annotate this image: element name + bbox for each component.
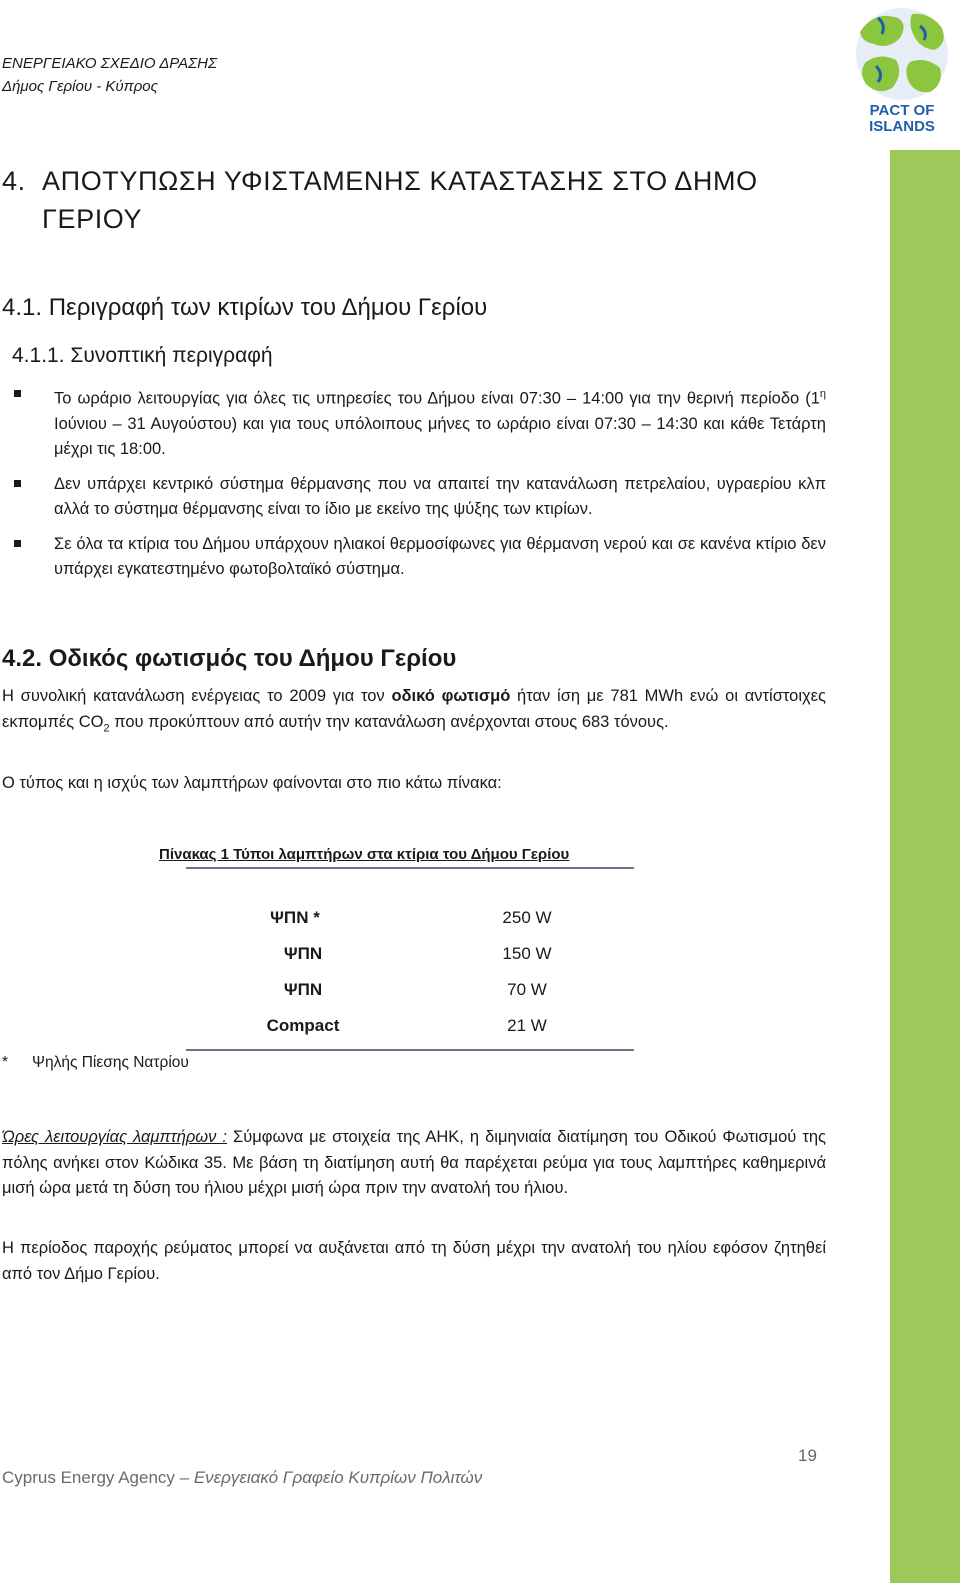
- bold-text: οδικό φωτισμό: [391, 687, 511, 705]
- bullet-marker-icon: [14, 390, 21, 397]
- footer-organization: Cyprus Energy Agency: [2, 1468, 175, 1487]
- section-number: 4.: [2, 166, 26, 196]
- pact-of-islands-logo: [852, 4, 952, 142]
- table-cell-type: Compact: [266, 1016, 340, 1035]
- footer-organization-greek: Ενεργειακό Γραφείο Κυπρίων Πολιτών: [193, 1468, 483, 1487]
- subsection-heading-street-lighting: 4.2. Οδικός φωτισμός του Δήμου Γερίου: [2, 645, 457, 672]
- paragraph-lamp-hours: [2, 1125, 826, 1202]
- table-cell-power: 21 W: [507, 1016, 547, 1035]
- table-cell-type: ΨΠΝ *: [270, 908, 320, 927]
- subsubsection-heading-summary: 4.1.1. Συνοπτική περιγραφή: [12, 344, 273, 367]
- table-caption: Πίνακας 1 Τύποι λαμπτήρων στα κτίρια του Δήμου Γερίου: [159, 846, 570, 863]
- header-municipality: Δήμος Γερίου - Κύπρος: [2, 78, 158, 95]
- list-item: [14, 472, 826, 522]
- bullet-list: [14, 382, 826, 582]
- subsection-heading-buildings: 4.1. Περιγραφή των κτιρίων του Δήμου Γερίου: [2, 294, 488, 321]
- paragraph-table-intro: Ο τύπος και η ισχύς των λαμπτήρων φαίνονται στο πιο κάτω πίνακα:: [2, 774, 502, 792]
- paragraph-supply-period: Η περίοδος παροχής ρεύματος μπορεί να αυξάνεται από τη δύση μέχρι την ανατολή του ηλίου εφόσον ζητηθεί από τον Δήμο Γερίου.: [2, 1239, 826, 1283]
- table-top-rule: [186, 867, 634, 869]
- bullet-marker-icon: [14, 540, 21, 547]
- logo-text-line2: ISLANDS: [869, 118, 935, 135]
- section-heading: [2, 162, 842, 238]
- footnote-text: Ψηλής Πίεσης Νατρίου: [32, 1054, 189, 1071]
- paragraph-text: που προκύπτουν από αυτήν την κατανάλωση ανέρχονται στους 683 τόνους.: [109, 712, 669, 731]
- logo-text-line1: PACT OF: [869, 102, 935, 119]
- footer-separator: –: [174, 1468, 194, 1487]
- lamp-hours-label: Ώρες λειτουργίας λαμπτήρων :: [2, 1128, 228, 1146]
- table-cell-power: 150 W: [502, 944, 552, 963]
- list-item: [14, 382, 826, 462]
- paragraph-text: ήταν ίση με 781 MWh ενώ οι αντίστοιχες εκπομπές CO: [2, 687, 826, 731]
- footer: [2, 1468, 482, 1488]
- bullet-marker-icon: [14, 480, 21, 487]
- table-footnote: [2, 1054, 189, 1072]
- paragraph-energy-consumption: [2, 684, 826, 741]
- list-item-text: Ιούνιου – 31 Αυγούστου) και για τους υπόλοιπους μήνες το ωράριο είναι 07:30 – 14:30 και κάθε Τετάρτη μέχρι τις 18:00.: [54, 414, 826, 458]
- page-number: 19: [798, 1446, 817, 1465]
- table-cell-type: ΨΠΝ: [283, 944, 323, 963]
- section-title-line1: ΑΠΟΤΥΠΩΣΗ ΥΦΙΣΤΑΜΕΝΗΣ ΚΑΤΑΣΤΑΣΗΣ ΣΤΟ ΔΗΜΟ: [42, 166, 758, 196]
- table-cell-power: 70 W: [507, 980, 547, 999]
- subscript: 2: [103, 721, 110, 734]
- list-item-text: Το ωράριο λειτουργίας για όλες τις υπηρεσίες του Δήμου είναι 07:30 – 14:00 για την θερινή περίοδο (1: [54, 389, 820, 408]
- table-cell-type: ΨΠΝ: [283, 980, 323, 999]
- header-document-title: ΕΝΕΡΓΕΙΑΚΟ ΣΧΕΔΙΟ ΔΡΑΣΗΣ: [2, 55, 217, 72]
- list-item-text: Δεν υπάρχει κεντρικό σύστημα θέρμανσης που να απαιτεί την κατανάλωση πετρελαίου, υγραερίου κλπ αλλά το σύστημα θέρμανσης είναι το ίδιο με εκείνο της ψύξης των κτιρίων.: [54, 474, 826, 518]
- list-item-text: Σε όλα τα κτίρια του Δήμου υπάρχουν ηλιακοί θερμοσίφωνες για θέρμανση νερού και σε κανένα κτίριο δεν υπάρχει εγκατεστημένο φωτοβολταϊκό σύστημα.: [54, 534, 826, 578]
- superscript: η: [819, 388, 826, 400]
- table-bottom-rule: [186, 1049, 634, 1051]
- table-cell-power: 250 W: [502, 908, 552, 927]
- paragraph-text: Σύμφωνα με στοιχεία της ΑΗΚ, η διμηνιαία διατίμηση του Οδικού Φωτισμού της πόλης ανήκει στον Κώδικα 35. Με βάση τη διατίμηση αυτή θα παρέχεται ρεύμα για τους λαμπτήρες καθημερινά μισή ώρα μετά τη δύση του ήλιου μέχρι μισή ώρα πριν την ανατολή του ήλιου.: [2, 1128, 826, 1197]
- decorative-sidebar: [890, 150, 960, 1583]
- footnote-marker: *: [2, 1054, 9, 1071]
- section-title-line2: ΓΕΡΙΟΥ: [42, 204, 143, 234]
- list-item: [14, 532, 826, 582]
- paragraph-text: Η συνολική κατανάλωση ενέργειας το 2009 για τον: [2, 687, 392, 705]
